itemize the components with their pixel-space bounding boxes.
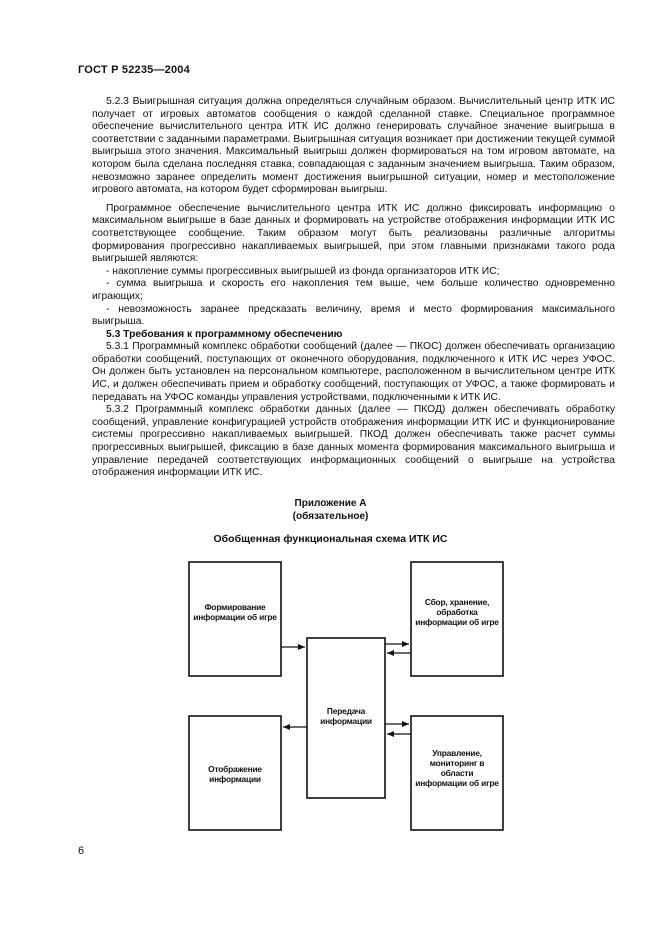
label-storage: Сбор, хранение, обработка информации об игре xyxy=(415,597,499,627)
label-control: Управление, мониторинг в области информации об игре xyxy=(415,748,499,788)
label-formation: Формирование информации об игре xyxy=(193,602,277,622)
paragraph-5-3-1: 5.3.1 Программный комплекс обработки сообщений (далее — ПКОС) должен обеспечивать организацию обработки сообщений, поступающих от оконечного оборудования, подключенного к ИТК ИС через УФОС. Он должен быть установлен на персональном компьютере, расположенном в вычислительном центре ИТК ИС, и должен обеспечивать прием и обработку сообщений, поступающих от УФОС, а также формировать и передавать на УФОС команды управления устройствами, подключенными к ИТК ИС. xyxy=(92,341,615,403)
appendix-title: Приложение А xyxy=(294,498,367,509)
label-transfer: Передача информации xyxy=(320,706,372,726)
paragraph-5-2-3: 5.2.3 Выигрышная ситуация должна определяться случайным образом. Вычислительный центр ИТК ИС получает от игровых автоматов сообщения о каждой сделанной ставке. Специальное программное обеспечение вычислительного центра ИТК ИС должно генерировать случайное значение выигрыша в соответствии с заданными параметрами. Выигрышная ситуация возникает при достижении текущей суммой выигрыша этого значения. Максимальный выигрыш должен формироваться на том игровом автомате, на котором была сделана последняя ставка, совпадающая с заданным значением выигрыша. Таким образом, невозможно заранее определить момент достижения выигрышной ситуации, номер и местоположение игрового автомата, на котором будет сформирован выигрыш. xyxy=(92,96,615,196)
list-item-speed: - сумма выигрыша и скорость его накопления тем выше, чем больше количество одновременно играющих; xyxy=(92,278,615,302)
standard-header: ГОСТ Р 52235—2004 xyxy=(78,64,190,76)
label-display: Отображение информации xyxy=(208,764,262,784)
section-heading-5-3: 5.3 Требования к программному обеспечению xyxy=(106,328,343,340)
list-item-accumulation: - накопление суммы прогрессивных выигрышей из фонда организаторов ИТК ИС; xyxy=(106,265,500,277)
paragraph-software: Программное обеспечение вычислительного центра ИТК ИС должно фиксировать информацию о максимальном выигрыше в базе данных и формировать на устройстве отображения информации ИТК ИС соответствующее сообщение. Таким образом могут быть реализованы различные алгоритмы формирования прогрессивно накапливаемых выигрышей, при этом главными признаками такого рода выигрышей являются: xyxy=(92,202,615,265)
appendix-status: (обязательное) xyxy=(292,511,369,522)
diagram-title: Обобщенная функциональная схема ИТК ИС xyxy=(213,533,448,545)
paragraph-5-3-2: 5.3.2 Программный комплекс обработки данных (далее — ПКОД) должен обеспечивать обработку сообщений, управление конфигурацией устройств отображения информации ИТК ИС и функционирование системы прогрессивно накапливаемых выигрышей. ПКОД должен обеспечивать также расчет суммы прогрессивных выигрышей, фиксацию в базе данных момента формирования максимального выигрыша и управление передачей соответствующих информационных сообщений о выигрыше на устройства отображения информации ИТК ИС. xyxy=(92,404,615,479)
page-number: 6 xyxy=(78,845,85,857)
list-item-unpredictability: - невозможность заранее предсказать величину, время и место формирования максимального выигрыша. xyxy=(92,303,615,328)
